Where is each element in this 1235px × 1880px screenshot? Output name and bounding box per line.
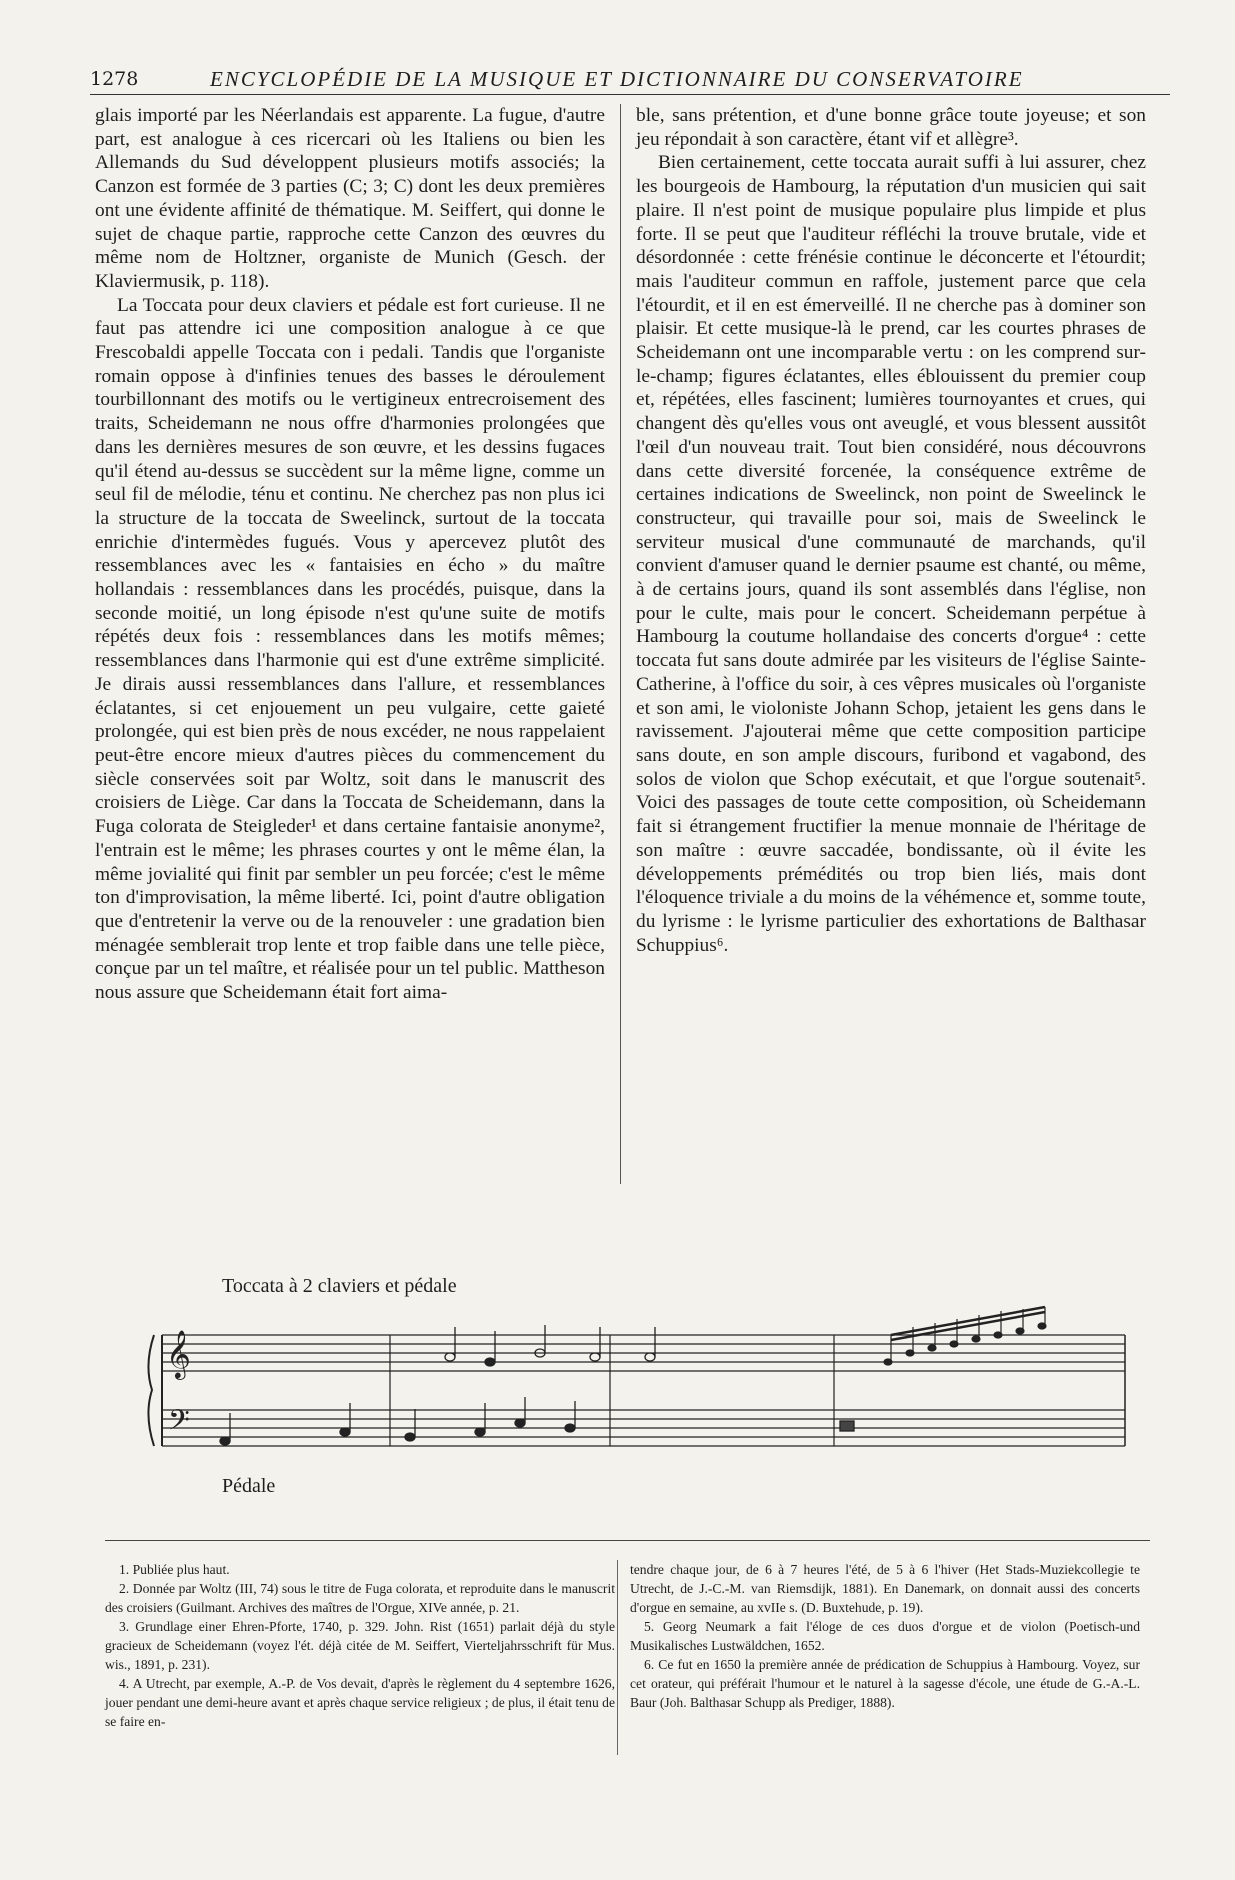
pedal-label: Pédale <box>222 1475 276 1497</box>
treble-staff <box>162 1335 1125 1371</box>
treble-clef-icon: 𝄞 <box>166 1329 191 1378</box>
footnote-divider <box>105 1540 1150 1541</box>
footnote: tendre chaque jour, de 6 à 7 heures l'été, de 5 à 6 l'hiver (Het Stads-Muziekcollegie te Utrecht, de J.-C.-M. van Riemsdijk, 1881). En Danemark, on donnait aussi des concerts d'orgue en semaine, au xvIIe s. (D. Buxtehude, p. 19). <box>630 1562 1140 1615</box>
left-column <box>95 104 605 1005</box>
footnote: 4. A Utrecht, par exemple, A.-P. de Vos devait, d'après le règlement du 4 septembre 1626, jouer pendant une demi-heure avant et après chaque service religieux ; de plus, il était tenu de se faire en- <box>105 1676 615 1729</box>
right-column <box>636 104 1146 957</box>
footnote-column-divider <box>617 1560 618 1755</box>
music-example <box>140 1275 1130 1505</box>
bass-staff <box>162 1410 1125 1446</box>
music-example-title: Toccata à 2 claviers et pédale <box>222 1275 457 1297</box>
paragraph: glais importé par les Néerlandais est apparente. La fugue, d'autre part, est analogue à ces ricercari où les Italiens ou bien les Allemands du Sud développent plusieurs motifs associés; la Canzon est formée de 3 parties (C; 3; C) dont les deux premières ont une évidente affinité de thématique. M. Seiffert, qui donne le sujet de chaque partie, rapproche cette Canzon des œuvres du même nom de Holtzner, organiste de Munich (Gesch. der Klaviermusik, p. 118). <box>95 105 605 292</box>
footnote: 3. Grundlage einer Ehren-Pforte, 1740, p. 329. John. Rist (1651) parlait déjà du style gracieux de Scheidemann (voyez l'ét. déjà citée de M. Seiffert, Vierteljahrsschrift für Mus. wis., 1891, p. 231). <box>105 1619 615 1672</box>
running-title: ENCYCLOPÉDIE DE LA MUSIQUE ET DICTIONNAIRE DU CONSERVATOIRE <box>210 67 1024 91</box>
footnotes-right <box>630 1560 1140 1712</box>
footnotes-left <box>105 1560 615 1731</box>
paragraph: La Toccata pour deux claviers et pédale est fort curieuse. Il ne faut pas attendre ici une composition analogue à ce que Frescobaldi appelle Toccata con i pedali. Tandis que l'organiste romain oppose à d'infinies tenues des basses le déroulement tourbillonnant des motifs ou le vertigineux entrecroisement des traits, Scheidemann ne nous offre d'harmonies prolongées que dans les dernières mesures de son œuvre, et les dessins fugaces qu'il étend au-dessus se succèdent sur la même ligne, comme un seul fil de mélodie, ténu et continu. Ne cherchez pas non plus ici la structure de la toccata de Sweelinck, surtout de la toccata enrichie d'intermèdes fugués. Vous y apercevez plutôt des ressemblances avec les « fantaisies en écho » du maître hollandais : ressemblances dans les procédés, puisque, dans la seconde moitié, un long épisode n'est qu'une suite de motifs répétés deux fois : ressemblances dans les motifs mêmes; ressemblances dans l'harmonie qui est d'une extrême simplicité. Je dirais aussi ressemblances dans l'allure, et ressemblances éclatantes, si cet enjouement un peu vulgaire, cette gaieté prolongée, qui est bien près de nous excéder, ne nous rappelaient peut-être encore mieux d'autres pièces du commencement du siècle conservées soit par Woltz, soit dans le manuscrit des croisiers de Liège. Car dans la Toccata de Scheidemann, dans la Fuga colorata de Steigleder¹ et dans certaine fantaisie anonyme², l'entrain est le même; les phrases courtes y ont le même élan, la même jovialité qui finit par sembler un peu forcée; c'est le même ton d'improvisation, la même liberté. Ici, point d'autre obligation que d'entretenir la verve ou de la renouveler : une gradation bien ménagée semblerait trop lente et trop faible dans une telle pièce, conçue par un tel maître, et réalisée pour un tel public. Mattheson nous assure que Scheidemann était fort aima- <box>95 294 605 1004</box>
running-header <box>90 64 1170 95</box>
bass-clef-icon: 𝄢 <box>168 1404 190 1444</box>
footnote: 5. Georg Neumark a fait l'éloge de ces duos d'orgue et de violon (Poetisch-und Musikalisches Lustwäldchen, 1652. <box>630 1619 1140 1653</box>
footnote: 1. Publiée plus haut. <box>119 1562 230 1577</box>
footnote: 2. Donnée par Woltz (III, 74) sous le titre de Fuga colorata, et reproduite dans le manuscrit des croisiers (Guilmant. Archives des maîtres de l'Orgue, XIVe année, p. 21. <box>105 1581 615 1615</box>
music-score <box>140 1305 1130 1505</box>
footnote: 6. Ce fut en 1650 la première année de prédication de Schuppius à Hambourg. Voyez, sur cet orateur, qui préférait l'humour et le naturel à la sagesse d'école, une étude de G.-A.-L. Baur (Joh. Balthasar Schupp als Prediger, 1888). <box>630 1657 1140 1710</box>
page-number: 1278 <box>90 68 139 90</box>
paragraph: Bien certainement, cette toccata aurait suffi à lui assurer, chez les bourgeois de Hambourg, la réputation d'un musicien qui sait plaire. Il n'est point de musique populaire plus limpide et plus forte. Il se peut que l'auditeur réfléchi la trouve brutale, vide et désordonnée : cette frénésie continue le déconcerte et l'étourdit; mais l'auditeur commun en raffole, justement parce que cela l'étourdit, et il en est émerveillé. Il ne cherche pas à dominer son plaisir. Et cette musique-là le prend, car les courtes phrases de Scheidemann ont une incomparable vertu : on les comprend sur-le-champ; figures éclatantes, elles éblouissent du premier coup et, répétées, elles fascinent; lumières tournoyantes et crues, qui changent dès qu'elles vous ont aveuglé, et vous blessent aussitôt l'œil d'un nouveau trait. Tout bien considéré, nous découvrons dans cette diversité forcenée, la conséquence extrême de certaines indications de Sweelinck, non point de Sweelinck le constructeur, qui travaille pour soi, mais de Sweelinck le serviteur musical d'une communauté de marchands, qu'il convient d'amuser quand le dernier psaume est chanté, ou même, à de certains jours, quand ils sont assemblés dans l'église, non pour le culte, mais pour le concert. Scheidemann perpétue à Hambourg la coutume hollandaise des concerts d'orgue⁴ : cette toccata fut sans doute admirée par les visiteurs de l'église Sainte-Catherine, à l'office du soir, à ces vêpres musicales où l'organiste et son ami, le violoniste Johann Schop, jetaient les gens dans le ravissement. J'ajouterai même que cette composition participe sans doute, en son ample discours, furibond et vagabond, des solos de violon que Schop exécutait, et que l'orgue soutenait⁵. Voici des passages de toute cette composition, où Scheidemann fait si étrangement fructifier la menue monnaie de l'héritage de son maître : œuvre saccadée, bondissante, où il évite les développements prémédités ou trop bien liés, mais dont l'éloquence triviale a du moins de la véhémence et, somme toute, du lyrisme : le lyrisme particulier des exhortations de Balthasar Schuppius⁶. <box>636 152 1146 956</box>
column-divider <box>620 104 621 1184</box>
paragraph: ble, sans prétention, et d'une bonne grâce toute joyeuse; et son jeu répondait à son caractère, étant vif et allègre³. <box>636 105 1146 150</box>
